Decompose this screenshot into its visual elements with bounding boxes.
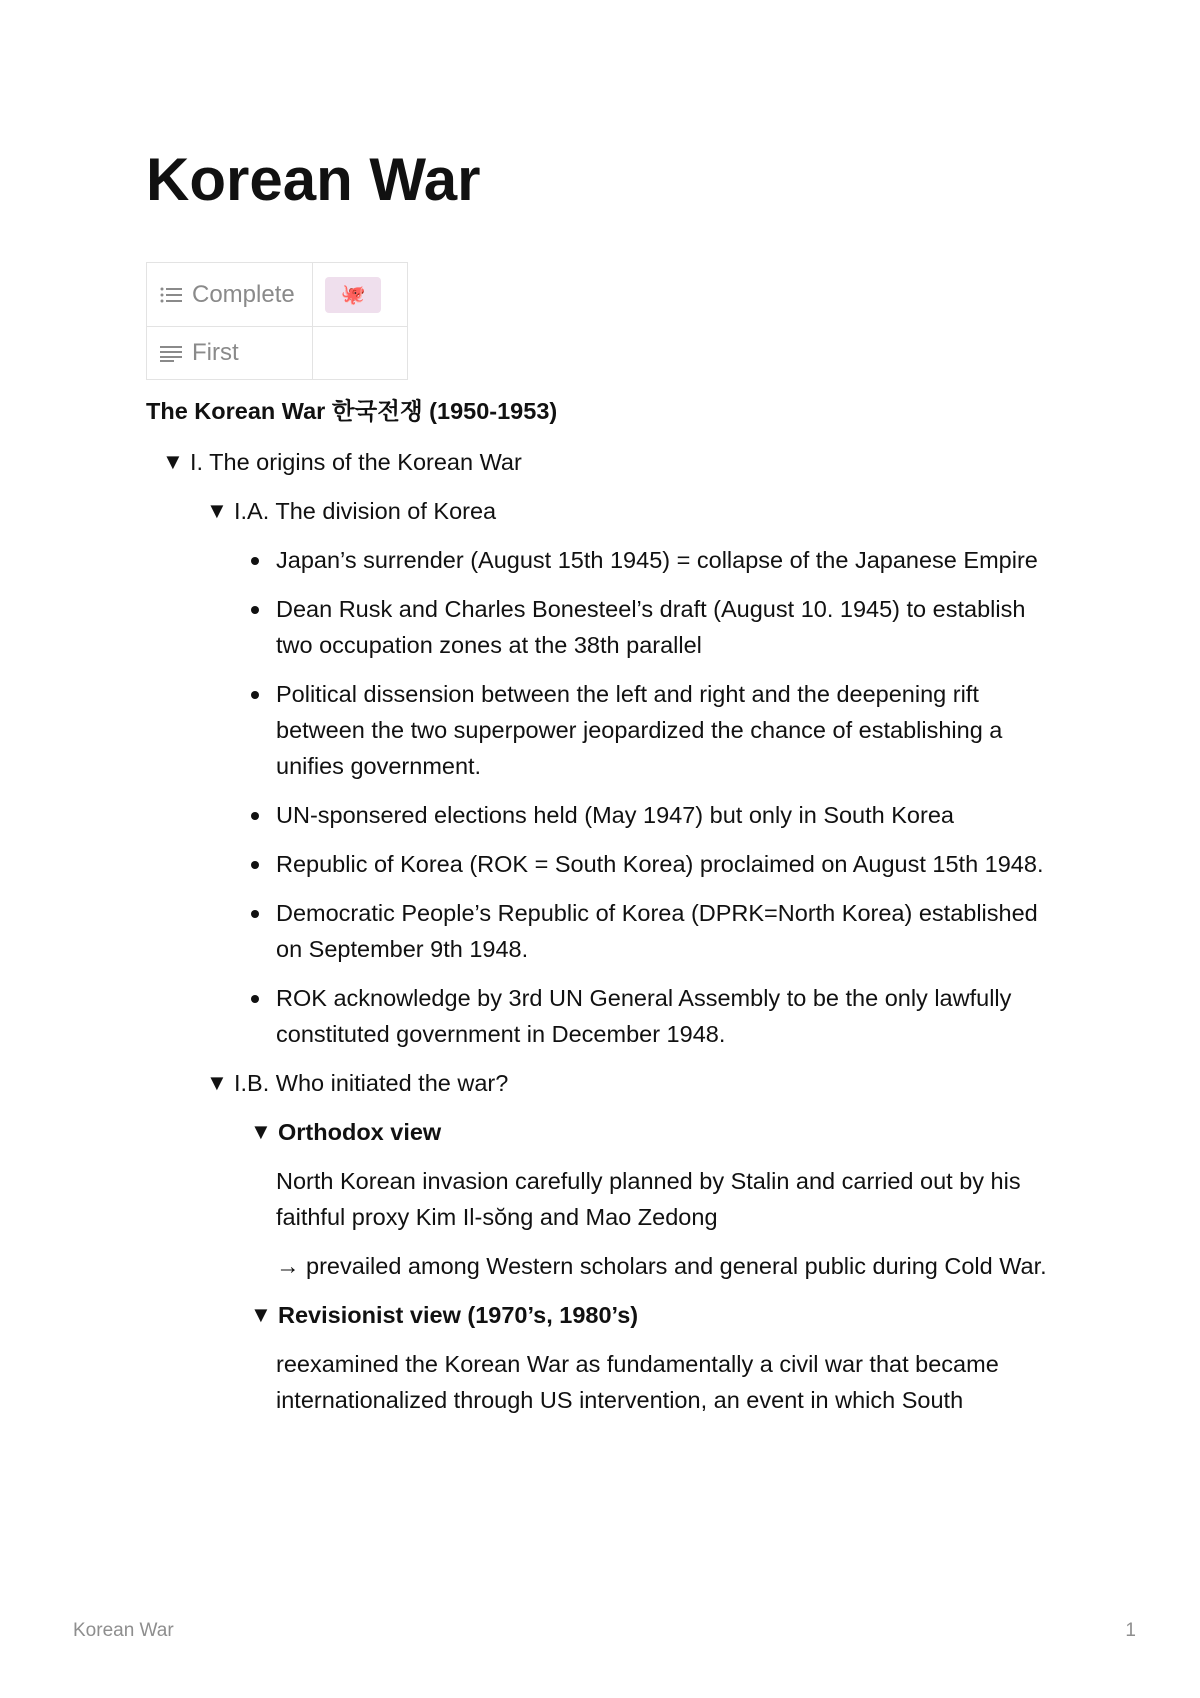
page-number: 1 bbox=[1125, 1620, 1136, 1641]
toggle-title: I.A. The division of Korea bbox=[234, 498, 497, 524]
triangle-down-icon[interactable]: ▼ bbox=[250, 1302, 272, 1327]
toggle-revisionist-view[interactable] bbox=[250, 1297, 1066, 1333]
bullet-icon bbox=[251, 995, 259, 1003]
toggle-origins[interactable] bbox=[162, 444, 1066, 480]
text-lines-icon bbox=[160, 344, 182, 362]
list-item: Japan’s surrender (August 15th 1945) = collapse of the Japanese Empire bbox=[276, 542, 1066, 578]
list-icon bbox=[160, 286, 182, 304]
property-complete[interactable] bbox=[147, 263, 313, 327]
triangle-down-icon[interactable]: ▼ bbox=[250, 1119, 272, 1144]
bullet-icon bbox=[251, 812, 259, 820]
bullet-list bbox=[146, 542, 1066, 1052]
list-item: Political dissension between the left and right and the deepening rift between the two superpower jeopardized the chance of establishing a unifies government. bbox=[276, 676, 1066, 784]
bullet-icon bbox=[251, 691, 259, 699]
bullet-icon bbox=[251, 861, 259, 869]
bullet-icon bbox=[251, 910, 259, 918]
triangle-down-icon[interactable]: ▼ bbox=[162, 449, 184, 474]
property-first[interactable] bbox=[147, 327, 313, 380]
toggle-title: I. The origins of the Korean War bbox=[190, 449, 522, 475]
triangle-down-icon[interactable]: ▼ bbox=[206, 1070, 228, 1095]
octopus-icon: 🐙 bbox=[325, 277, 381, 313]
toggle-title: Orthodox view bbox=[278, 1119, 442, 1145]
list-item: Republic of Korea (ROK = South Korea) proclaimed on August 15th 1948. bbox=[276, 846, 1066, 882]
property-label: Complete bbox=[192, 280, 295, 308]
document-body bbox=[146, 393, 1066, 1431]
list-item: ROK acknowledge by 3rd UN General Assembly to be the only lawfully constituted government in December 1948. bbox=[276, 980, 1066, 1052]
triangle-down-icon[interactable]: ▼ bbox=[206, 498, 228, 523]
paragraph: → prevailed among Western scholars and general public during Cold War. bbox=[276, 1253, 1047, 1279]
document-heading: The Korean War 한국전쟁 (1950-1953) bbox=[146, 398, 558, 424]
page-title: Korean War bbox=[146, 146, 481, 213]
toggle-title: I.B. Who initiated the war? bbox=[234, 1070, 509, 1096]
list-item: Democratic People’s Republic of Korea (DPRK=North Korea) established on September 9th 1948. bbox=[276, 895, 1066, 967]
paragraph: North Korean invasion carefully planned by Stalin and carried out by his faithful proxy Kim Il-sŏng and Mao Zedong bbox=[276, 1168, 1021, 1230]
toggle-who-initiated[interactable] bbox=[206, 1065, 1066, 1101]
paragraph: reexamined the Korean War as fundamentally a civil war that became internationalized through US intervention, an event in which South bbox=[276, 1351, 999, 1413]
properties-table bbox=[146, 262, 408, 380]
footer-title: Korean War bbox=[73, 1620, 174, 1641]
toggle-division[interactable] bbox=[206, 493, 1066, 529]
list-item: Dean Rusk and Charles Bonesteel’s draft (August 10. 1945) to establish two occupation zones at the 38th parallel bbox=[276, 591, 1066, 663]
property-label: First bbox=[192, 339, 239, 366]
property-complete-value[interactable] bbox=[313, 263, 408, 327]
list-item: UN-sponsered elections held (May 1947) but only in South Korea bbox=[276, 797, 1066, 833]
bullet-icon bbox=[251, 606, 259, 614]
property-first-value[interactable] bbox=[313, 327, 408, 380]
toggle-title: Revisionist view (1970’s, 1980’s) bbox=[278, 1302, 639, 1328]
toggle-orthodox-view[interactable] bbox=[250, 1114, 1066, 1150]
bullet-icon bbox=[251, 557, 259, 565]
